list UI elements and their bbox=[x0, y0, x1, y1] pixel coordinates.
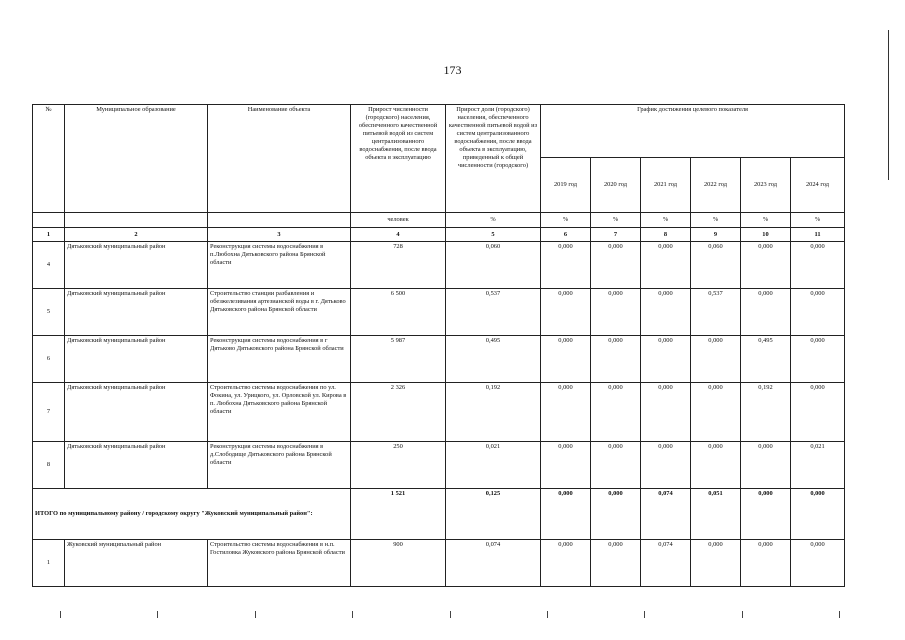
header-year-2023: 2023 год bbox=[741, 158, 791, 213]
row-year-value: 0,000 bbox=[591, 242, 641, 289]
row-year-value: 0,192 bbox=[741, 383, 791, 442]
column-number: 4 bbox=[351, 228, 446, 242]
unit-population: человек bbox=[351, 213, 446, 228]
row-municipality: Дятьковский муниципальный район bbox=[65, 442, 208, 489]
header-schedule: График достижения целевого показателя bbox=[541, 105, 845, 158]
scan-tick bbox=[839, 611, 840, 618]
row-year-value: 0,495 bbox=[741, 336, 791, 383]
row-year-value: 0,000 bbox=[591, 383, 641, 442]
row-year-value: 0,074 bbox=[641, 540, 691, 587]
units-row bbox=[33, 213, 845, 228]
header-population-growth: Прирост численности (городского) населения, обеспеченного качественной питьевой водой из систем централизованного водоснабжения, после ввода объекта в эксплуатацию bbox=[351, 105, 446, 213]
row-share: 0,192 bbox=[446, 383, 541, 442]
header-year-2020: 2020 год bbox=[591, 158, 641, 213]
header-object: Наименование объекта bbox=[208, 105, 351, 213]
row-year-value: 0,000 bbox=[691, 540, 741, 587]
row-object: Реконструкция системы водоснабжения в п.Любохна Дятьковского района Брянской области bbox=[208, 242, 351, 289]
table-row bbox=[33, 289, 845, 336]
row-year-value: 0,000 bbox=[591, 442, 641, 489]
unit-empty bbox=[65, 213, 208, 228]
column-numbers-row bbox=[33, 228, 845, 242]
row-population: 728 bbox=[351, 242, 446, 289]
unit-year: % bbox=[591, 213, 641, 228]
row-year-value: 0,021 bbox=[791, 442, 845, 489]
row-year-value: 0,000 bbox=[641, 383, 691, 442]
row-year-value: 0,000 bbox=[791, 242, 845, 289]
total-year-value: 0,000 bbox=[791, 489, 845, 540]
total-label: ИТОГО по муниципальному району / городскому округу "Жуковский муниципальный район": bbox=[33, 489, 351, 540]
row-year-value: 0,000 bbox=[641, 442, 691, 489]
column-number: 3 bbox=[208, 228, 351, 242]
row-year-value: 0,000 bbox=[591, 336, 641, 383]
row-year-value: 0,000 bbox=[641, 336, 691, 383]
row-municipality: Жуковский муниципальный район bbox=[65, 540, 208, 587]
scan-tick bbox=[644, 611, 645, 618]
row-municipality: Дятьковский муниципальный район bbox=[65, 383, 208, 442]
row-share: 0,495 bbox=[446, 336, 541, 383]
row-municipality: Дятьковский муниципальный район bbox=[65, 242, 208, 289]
row-year-value: 0,000 bbox=[591, 289, 641, 336]
row-number: 1 bbox=[33, 540, 65, 587]
row-object: Строительство станции разбавления и обезжелезивания артезианской воды в г. Дятьково Дятьковского района Брянской области bbox=[208, 289, 351, 336]
row-year-value: 0,000 bbox=[641, 289, 691, 336]
scan-tick bbox=[157, 611, 158, 618]
row-year-value: 0,000 bbox=[691, 442, 741, 489]
scan-edge-mark bbox=[888, 30, 889, 180]
row-year-value: 0,000 bbox=[741, 242, 791, 289]
scan-tick bbox=[255, 611, 256, 618]
header-year-2021: 2021 год bbox=[641, 158, 691, 213]
row-number: 8 bbox=[33, 442, 65, 489]
row-population: 250 bbox=[351, 442, 446, 489]
column-number: 1 bbox=[33, 228, 65, 242]
row-object: Реконструкция системы водоснабжения в г Дятьково Дятьковского района Брянской области bbox=[208, 336, 351, 383]
header-year-2024: 2024 год bbox=[791, 158, 845, 213]
header-row bbox=[33, 105, 845, 158]
row-object: Реконструкция системы водоснабжения в д.Слободище Дятьковского района Брянской области bbox=[208, 442, 351, 489]
header-year-2022: 2022 год bbox=[691, 158, 741, 213]
header-year-2019: 2019 год bbox=[541, 158, 591, 213]
scan-tick bbox=[352, 611, 353, 618]
total-share: 0,125 bbox=[446, 489, 541, 540]
unit-empty bbox=[208, 213, 351, 228]
unit-year: % bbox=[791, 213, 845, 228]
row-year-value: 0,000 bbox=[691, 336, 741, 383]
row-object: Строительство системы водоснабжения в н.п. Гостиловка Жуковского района Брянской области bbox=[208, 540, 351, 587]
row-year-value: 0,000 bbox=[791, 383, 845, 442]
row-year-value: 0,000 bbox=[541, 289, 591, 336]
row-number: 5 bbox=[33, 289, 65, 336]
scan-tick bbox=[450, 611, 451, 618]
row-year-value: 0,000 bbox=[741, 442, 791, 489]
row-year-value: 0,000 bbox=[791, 540, 845, 587]
row-year-value: 0,000 bbox=[641, 242, 691, 289]
row-number: 7 bbox=[33, 383, 65, 442]
table-row bbox=[33, 383, 845, 442]
row-year-value: 0,000 bbox=[591, 540, 641, 587]
row-population: 5 987 bbox=[351, 336, 446, 383]
column-number: 11 bbox=[791, 228, 845, 242]
row-year-value: 0,000 bbox=[691, 383, 741, 442]
total-year-value: 0,000 bbox=[741, 489, 791, 540]
scan-tick bbox=[742, 611, 743, 618]
row-municipality: Дятьковский муниципальный район bbox=[65, 336, 208, 383]
page-number: 173 bbox=[443, 63, 462, 77]
unit-year: % bbox=[641, 213, 691, 228]
row-number: 4 bbox=[33, 242, 65, 289]
table-row bbox=[33, 540, 845, 587]
column-number: 7 bbox=[591, 228, 641, 242]
row-share: 0,021 bbox=[446, 442, 541, 489]
row-year-value: 0,000 bbox=[791, 289, 845, 336]
row-share: 0,537 bbox=[446, 289, 541, 336]
header-no: № bbox=[33, 105, 65, 213]
row-year-value: 0,000 bbox=[541, 336, 591, 383]
row-year-value: 0,060 bbox=[691, 242, 741, 289]
total-year-value: 0,074 bbox=[641, 489, 691, 540]
row-year-value: 0,000 bbox=[741, 540, 791, 587]
header-share-growth: Прирост доли (городского) населения, обеспеченного качественной питьевой водой из систем централизованного водоснабжения, после ввода объекта в эксплуатацию, приведенный к общей численности (городского) bbox=[446, 105, 541, 213]
column-number: 8 bbox=[641, 228, 691, 242]
row-share: 0,060 bbox=[446, 242, 541, 289]
column-number: 2 bbox=[65, 228, 208, 242]
row-population: 900 bbox=[351, 540, 446, 587]
row-year-value: 0,000 bbox=[791, 336, 845, 383]
row-municipality: Дятьковский муниципальный район bbox=[65, 289, 208, 336]
total-year-value: 0,051 bbox=[691, 489, 741, 540]
row-year-value: 0,000 bbox=[741, 289, 791, 336]
total-row bbox=[33, 489, 845, 540]
column-number: 9 bbox=[691, 228, 741, 242]
table-row bbox=[33, 242, 845, 289]
scan-tick-marks bbox=[60, 611, 840, 621]
table-row bbox=[33, 442, 845, 489]
row-year-value: 0,000 bbox=[541, 242, 591, 289]
row-share: 0,074 bbox=[446, 540, 541, 587]
row-population: 6 500 bbox=[351, 289, 446, 336]
column-number: 5 bbox=[446, 228, 541, 242]
row-object: Строительство системы водоснабжения по ул. Фокина, ул. Урицкого, ул. Орловской ул. Кирова в п. Любохна Дятьковского района Брянской области bbox=[208, 383, 351, 442]
row-year-value: 0,537 bbox=[691, 289, 741, 336]
column-number: 10 bbox=[741, 228, 791, 242]
total-year-value: 0,000 bbox=[541, 489, 591, 540]
header-municipality: Муниципальное образование bbox=[65, 105, 208, 213]
total-year-value: 0,000 bbox=[591, 489, 641, 540]
unit-year: % bbox=[741, 213, 791, 228]
row-year-value: 0,000 bbox=[541, 442, 591, 489]
unit-share: % bbox=[446, 213, 541, 228]
total-population: 1 521 bbox=[351, 489, 446, 540]
row-number: 6 bbox=[33, 336, 65, 383]
scan-tick bbox=[547, 611, 548, 618]
row-year-value: 0,000 bbox=[541, 383, 591, 442]
table-row bbox=[33, 336, 845, 383]
row-year-value: 0,000 bbox=[541, 540, 591, 587]
scan-tick bbox=[60, 611, 61, 618]
unit-year: % bbox=[541, 213, 591, 228]
target-indicator-table bbox=[32, 104, 845, 587]
unit-year: % bbox=[691, 213, 741, 228]
column-number: 6 bbox=[541, 228, 591, 242]
row-population: 2 326 bbox=[351, 383, 446, 442]
unit-empty bbox=[33, 213, 65, 228]
